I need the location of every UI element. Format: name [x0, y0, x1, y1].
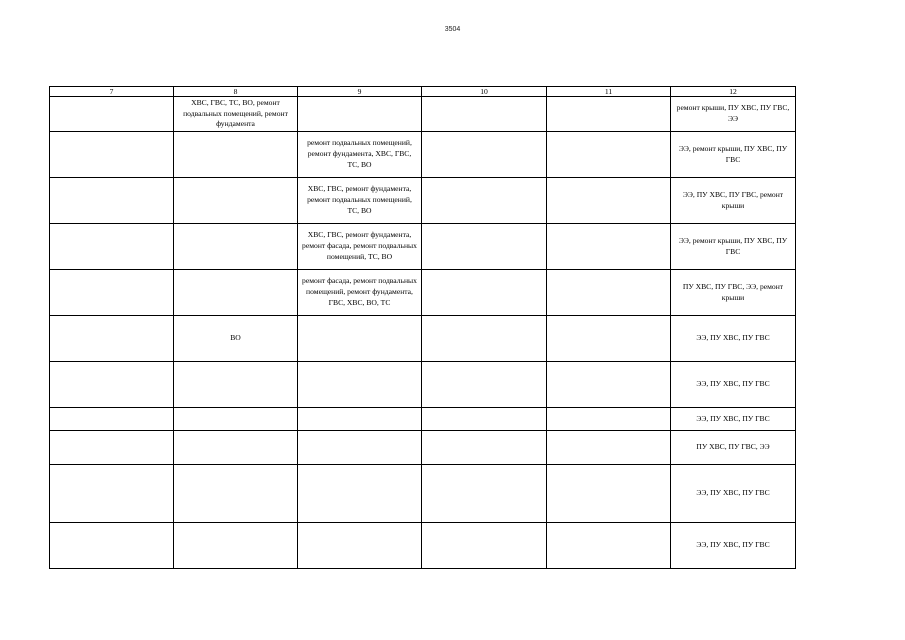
table-cell — [422, 523, 547, 569]
table-cell — [50, 523, 174, 569]
table-cell: ХВС, ГВС, ремонт фундамента, ремонт фасада, ремонт подвальных помещений, ТС, ВО — [298, 224, 422, 270]
table-cell — [422, 408, 547, 431]
table-cell — [422, 362, 547, 408]
column-header-11: 11 — [547, 87, 671, 97]
table-row — [50, 224, 796, 270]
table-cell: ЭЭ, ПУ ХВС, ПУ ГВС, ремонт крыши — [671, 178, 796, 224]
table-cell: ЭЭ, ПУ ХВС, ПУ ГВС — [671, 408, 796, 431]
table-cell — [50, 132, 174, 178]
table-cell: ЭЭ, ПУ ХВС, ПУ ГВС — [671, 316, 796, 362]
column-header-8: 8 — [174, 87, 298, 97]
table-cell — [547, 224, 671, 270]
table-cell — [174, 224, 298, 270]
works-table — [49, 86, 796, 569]
table-cell: ЭЭ, ПУ ХВС, ПУ ГВС — [671, 362, 796, 408]
table-cell: ХВС, ГВС, ремонт фундамента, ремонт подвальных помещений, ТС, ВО — [298, 178, 422, 224]
table-row — [50, 316, 796, 362]
table-cell — [50, 431, 174, 465]
table-cell — [174, 523, 298, 569]
table-cell: ЭЭ, ремонт крыши, ПУ ХВС, ПУ ГВС — [671, 132, 796, 178]
table-row — [50, 97, 796, 132]
table-cell — [422, 224, 547, 270]
table-row — [50, 465, 796, 523]
table-row — [50, 270, 796, 316]
table-cell — [547, 431, 671, 465]
table-cell — [50, 270, 174, 316]
table-cell: ЭЭ, ПУ ХВС, ПУ ГВС — [671, 523, 796, 569]
column-header-9: 9 — [298, 87, 422, 97]
table-cell — [547, 465, 671, 523]
table-cell — [422, 316, 547, 362]
table-row — [50, 431, 796, 465]
table-cell: ремонт фасада, ремонт подвальных помещений, ремонт фундамента, ГВС, ХВС, ВО, ТС — [298, 270, 422, 316]
table-cell — [422, 431, 547, 465]
table-cell: ПУ ХВС, ПУ ГВС, ЭЭ — [671, 431, 796, 465]
table-cell — [547, 270, 671, 316]
table-cell — [174, 408, 298, 431]
table-row — [50, 408, 796, 431]
table-cell — [547, 132, 671, 178]
table-cell — [50, 224, 174, 270]
table-cell — [174, 132, 298, 178]
table-cell — [547, 408, 671, 431]
table-cell — [422, 465, 547, 523]
table-cell — [422, 178, 547, 224]
table-cell — [298, 97, 422, 132]
table-cell — [547, 316, 671, 362]
table-cell — [422, 132, 547, 178]
table-cell — [298, 408, 422, 431]
table-cell: ремонт крыши, ПУ ХВС, ПУ ГВС, ЭЭ — [671, 97, 796, 132]
column-header-12: 12 — [671, 87, 796, 97]
table-cell — [174, 431, 298, 465]
table-cell: ЭЭ, ПУ ХВС, ПУ ГВС — [671, 465, 796, 523]
table-cell — [422, 97, 547, 132]
column-header-7: 7 — [50, 87, 174, 97]
table-cell: ПУ ХВС, ПУ ГВС, ЭЭ, ремонт крыши — [671, 270, 796, 316]
table-cell — [547, 97, 671, 132]
table-cell — [547, 523, 671, 569]
table-row — [50, 362, 796, 408]
column-header-10: 10 — [422, 87, 547, 97]
table-cell — [50, 465, 174, 523]
table-cell — [547, 178, 671, 224]
table-cell — [50, 408, 174, 431]
table-row — [50, 178, 796, 224]
table-cell — [298, 465, 422, 523]
table-cell: ЭЭ, ремонт крыши, ПУ ХВС, ПУ ГВС — [671, 224, 796, 270]
table-row — [50, 132, 796, 178]
table-cell — [174, 362, 298, 408]
page-number: 3504 — [444, 26, 461, 33]
table-cell — [50, 362, 174, 408]
table-cell — [422, 270, 547, 316]
table-cell — [298, 362, 422, 408]
table-cell — [50, 97, 174, 132]
table-cell — [298, 316, 422, 362]
header-row — [50, 87, 796, 97]
table-cell — [298, 431, 422, 465]
table-cell: ремонт подвальных помещений, ремонт фундамента, ХВС, ГВС, ТС, ВО — [298, 132, 422, 178]
table-cell — [547, 362, 671, 408]
table-cell — [174, 178, 298, 224]
table-cell: ВО — [174, 316, 298, 362]
table-row — [50, 523, 796, 569]
table-cell — [174, 465, 298, 523]
table-cell — [298, 523, 422, 569]
table-cell: ХВС, ГВС, ТС, ВО, ремонт подвальных помещений, ремонт фундамента — [174, 97, 298, 132]
table-cell — [50, 316, 174, 362]
table-cell — [50, 178, 174, 224]
table-cell — [174, 270, 298, 316]
